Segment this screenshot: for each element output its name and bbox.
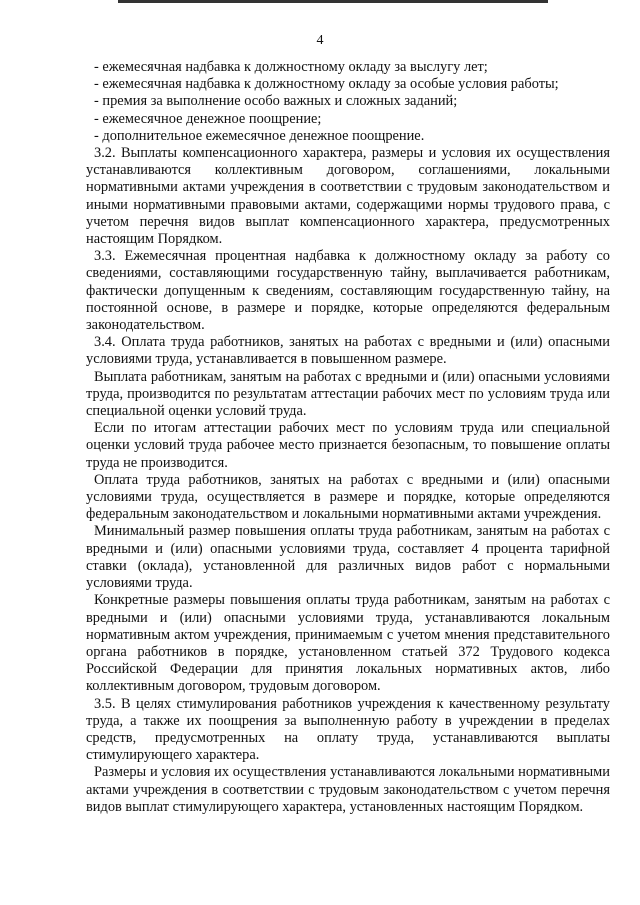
page-number: 4 — [316, 33, 324, 48]
paragraph: Конкретные размеры повышения оплаты труда работникам, занятым на работах с вредными и (или) опасными условиями труда, устанавливаются локальным нормативным актом учреждения, принимаемым с учетом мнения представительного органа работников в порядке, установленном статьей 372 Трудового кодекса Российской Федерации для принятия локальных нормативных актов, либо коллективным договором, трудовым договором. — [86, 592, 610, 695]
paragraph: Выплата работникам, занятым на работах с вредными и (или) опасными условиями труда, производится по результатам аттестации рабочих мест по условиям труда или специальной оценки условий труда. — [86, 368, 610, 420]
paragraph: Если по итогам аттестации рабочих мест по условиям труда или специальной оценки условий труда рабочее место признается безопасным, то повышение оплаты труда не производится. — [86, 420, 610, 471]
list-item: - дополнительное ежемесячное денежное поощрение. — [94, 127, 425, 144]
paragraph-3-2: 3.2. Выплаты компенсационного характера, размеры и условия их осуществления устанавливаются коллективным договором, соглашениями, локальными нормативными актами учреждения в соответствии с трудовым законодательством и иными нормативными правовыми актами, содержащими нормы трудового права, с учетом перечня видов выплат компенсационного характера, предусмотренных настоящим Порядком. — [86, 145, 610, 248]
list-item: - ежемесячная надбавка к должностному окладу за выслугу лет; — [94, 59, 488, 75]
list-item: - ежемесячная надбавка к должностному окладу за особые условия работы; — [94, 76, 559, 93]
paragraph-3-5: 3.5. В целях стимулирования работников учреждения к качественному результату труда, а также их поощрения за выполненную работу в учреждении в пределах средств, предусмотренных на оплату труда, устанавливаются выплаты стимулирующего характера. — [86, 695, 610, 764]
list-item: - ежемесячное денежное поощрение; — [94, 110, 322, 127]
scan-edge-line — [118, 0, 548, 3]
paragraph: Оплата труда работников, занятых на работах с вредными и (или) опасными условиями труда, осуществляется в размере и порядке, которые определяются федеральным законодательством и локальными нормативными актами учреждения. — [86, 471, 610, 523]
paragraph-3-4: 3.4. Оплата труда работников, занятых на работах с вредными и (или) опасными условиями труда, устанавливается в повышенном размере. — [86, 334, 610, 368]
paragraph-3-3: 3.3. Ежемесячная процентная надбавка к должностному окладу за работу со сведениями, составляющими государственную тайну, выплачивается работникам, фактически допущенным к сведениям, составляющим государственную тайну, на постоянной основе, в размере и порядке, которые определяются федеральным законодательством. — [86, 248, 610, 334]
list-item: - премия за выполнение особо важных и сложных заданий; — [94, 93, 458, 110]
paragraph: Размеры и условия их осуществления устанавливаются локальными нормативными актами учреждения в соответствии с трудовым законодательством с учетом перечня видов выплат стимулирующего характера, установленных настоящим Порядком. — [86, 764, 610, 815]
paragraph: Минимальный размер повышения оплаты труда работникам, занятым на работах с вредными и (или) опасными условиями труда, составляет 4 процента тарифной ставки (оклада), установленной для различных видов работ с нормальными условиями труда. — [86, 523, 610, 592]
document-body — [86, 59, 610, 816]
